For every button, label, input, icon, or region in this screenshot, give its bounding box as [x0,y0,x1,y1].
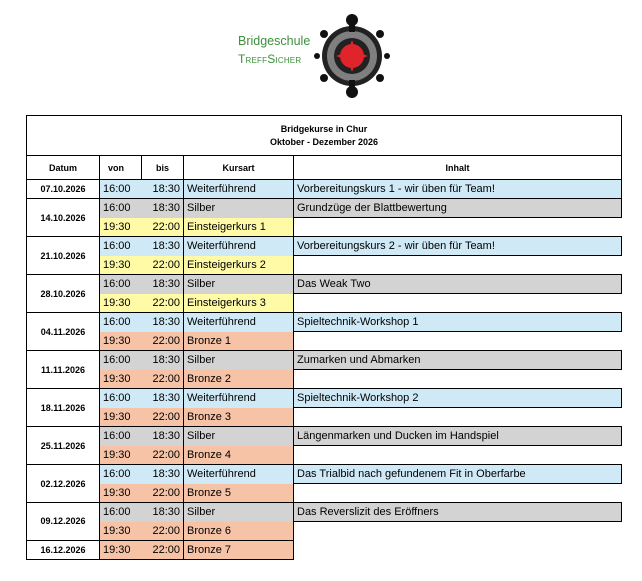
bridgeschule-logo [234,14,394,98]
date-cell: 14.10.2026 [27,199,100,237]
start-time-cell: 16:00 [100,313,142,332]
course-type-cell: Einsteigerkurs 3 [184,294,294,313]
course-content-cell: Spieltechnik-Workshop 2 [294,389,622,408]
start-time-cell: 19:30 [100,484,142,503]
table-row [27,484,622,503]
start-time-cell: 19:30 [100,256,142,275]
table-title-line-1: Bridgekurse in Chur [280,123,368,134]
course-type-cell: Weiterführend [184,389,294,408]
end-time-cell: 18:30 [142,503,184,522]
table-row [27,389,622,408]
header-kursart: Kursart [184,156,294,180]
table-title-line-2: Oktober - Dezember 2026 [269,136,379,147]
start-time-cell: 19:30 [100,332,142,351]
table-row [27,465,622,484]
course-type-cell: Einsteigerkurs 1 [184,218,294,237]
course-content-cell: Das Weak Two [294,275,622,294]
date-cell: 09.12.2026 [27,503,100,541]
table-row [27,427,622,446]
date-cell: 18.11.2026 [27,389,100,427]
course-content-cell [294,294,622,313]
start-time-cell: 19:30 [100,294,142,313]
course-type-cell: Bronze 4 [184,446,294,465]
course-type-cell: Einsteigerkurs 2 [184,256,294,275]
course-content-cell: Das Reverslizit des Eröffners [294,503,622,522]
table-row [27,408,622,427]
course-content-cell [294,332,622,351]
schedule-body [27,180,622,560]
end-time-cell: 18:30 [142,275,184,294]
end-time-cell: 22:00 [142,370,184,389]
table-row [27,370,622,389]
course-type-cell: Bronze 3 [184,408,294,427]
logo-line-1: Bridgeschule [238,34,311,48]
course-type-cell: Silber [184,503,294,522]
end-time-cell: 18:30 [142,180,184,199]
header-datum: Datum [27,156,100,180]
end-time-cell: 18:30 [142,237,184,256]
course-content-cell [294,540,622,559]
course-content-cell: Längenmarken und Ducken im Handspiel [294,427,622,446]
header-bis: bis [142,156,184,180]
course-content-cell [294,256,622,275]
table-row [27,294,622,313]
course-content-cell: Zumarken und Abmarken [294,351,622,370]
end-time-cell: 22:00 [142,332,184,351]
course-content-cell: Das Trialbid nach gefundenem Fit in Oberfarbe [294,465,622,484]
course-content-cell: Grundzüge der Blattbewertung [294,199,622,218]
header-von: von [100,156,142,180]
start-time-cell: 19:30 [100,218,142,237]
start-time-cell: 19:30 [100,540,142,559]
date-cell: 28.10.2026 [27,275,100,313]
end-time-cell: 22:00 [142,522,184,541]
start-time-cell: 16:00 [100,180,142,199]
course-type-cell: Silber [184,199,294,218]
start-time-cell: 19:30 [100,408,142,427]
course-content-cell: Vorbereitungskurs 2 - wir üben für Team! [294,237,622,256]
table-row [27,332,622,351]
table-row [27,446,622,465]
date-cell: 02.12.2026 [27,465,100,503]
date-cell: 07.10.2026 [27,180,100,199]
course-type-cell: Weiterführend [184,313,294,332]
date-cell: 25.11.2026 [27,427,100,465]
course-content-cell [294,522,622,541]
end-time-cell: 18:30 [142,199,184,218]
course-content-cell [294,484,622,503]
table-header-row [27,156,622,180]
course-type-cell: Weiterführend [184,465,294,484]
course-content-cell: Spieltechnik-Workshop 1 [294,313,622,332]
table-row [27,237,622,256]
end-time-cell: 18:30 [142,465,184,484]
start-time-cell: 16:00 [100,465,142,484]
date-cell: 16.12.2026 [27,540,100,559]
start-time-cell: 19:30 [100,370,142,389]
start-time-cell: 16:00 [100,275,142,294]
course-type-cell: Bronze 6 [184,522,294,541]
course-schedule-table [26,115,622,560]
course-type-cell: Bronze 5 [184,484,294,503]
table-row [27,180,622,199]
end-time-cell: 18:30 [142,351,184,370]
end-time-cell: 22:00 [142,484,184,503]
course-content-cell [294,218,622,237]
table-row [27,199,622,218]
logo-line-2: TreffSicher [238,51,302,66]
table-title [27,116,622,156]
end-time-cell: 18:30 [142,427,184,446]
end-time-cell: 18:30 [142,389,184,408]
date-cell: 11.11.2026 [27,351,100,389]
start-time-cell: 16:00 [100,503,142,522]
end-time-cell: 18:30 [142,313,184,332]
date-cell: 21.10.2026 [27,237,100,275]
end-time-cell: 22:00 [142,540,184,559]
course-type-cell: Silber [184,351,294,370]
end-time-cell: 22:00 [142,294,184,313]
table-row [27,522,622,541]
table-row [27,540,622,559]
date-cell: 04.11.2026 [27,313,100,351]
start-time-cell: 16:00 [100,389,142,408]
start-time-cell: 16:00 [100,351,142,370]
logo-wordmark [238,35,310,65]
start-time-cell: 16:00 [100,237,142,256]
end-time-cell: 22:00 [142,408,184,427]
table-row [27,275,622,294]
end-time-cell: 22:00 [142,256,184,275]
end-time-cell: 22:00 [142,218,184,237]
table-row [27,313,622,332]
start-time-cell: 16:00 [100,199,142,218]
course-type-cell: Silber [184,275,294,294]
course-content-cell [294,408,622,427]
bridge-school-emblem-icon [314,14,394,98]
header-inhalt: Inhalt [294,156,622,180]
course-content-cell [294,446,622,465]
table-row [27,218,622,237]
course-type-cell: Weiterführend [184,237,294,256]
table-row [27,256,622,275]
end-time-cell: 22:00 [142,446,184,465]
start-time-cell: 16:00 [100,427,142,446]
course-type-cell: Bronze 1 [184,332,294,351]
course-type-cell: Bronze 7 [184,540,294,559]
course-content-cell [294,370,622,389]
table-row [27,351,622,370]
start-time-cell: 19:30 [100,446,142,465]
course-type-cell: Silber [184,427,294,446]
course-content-cell: Vorbereitungskurs 1 - wir üben für Team! [294,180,622,199]
table-row [27,503,622,522]
start-time-cell: 19:30 [100,522,142,541]
course-type-cell: Bronze 2 [184,370,294,389]
course-type-cell: Weiterführend [184,180,294,199]
